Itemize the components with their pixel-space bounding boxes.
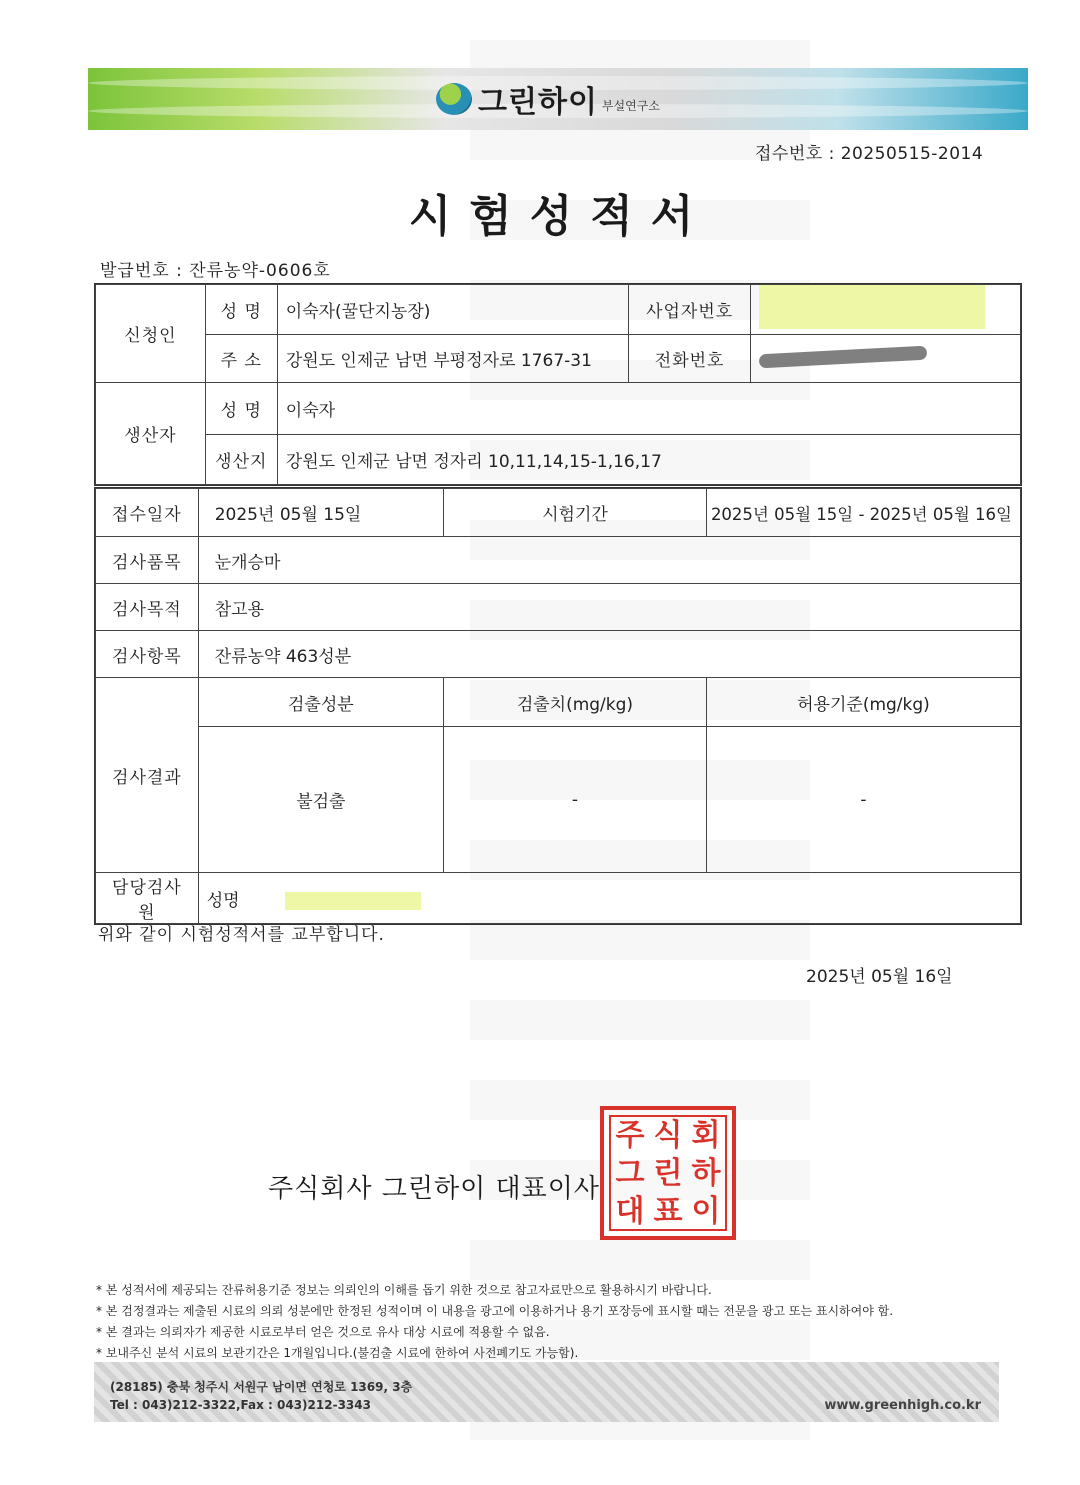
result-column-detected: 검출치(mg/kg) [443,678,706,727]
issue-label: 발급번호 : [100,261,183,281]
test-period-value: 2025년 05월 15일 - 2025년 05월 16일 [706,489,1020,537]
note-item: * 본 성적서에 제공되는 잔류허용기준 정보는 의뢰인의 이해를 돕기 위한 것으로 참고자료만으로 활용하시기 바랍니다. [96,1283,712,1297]
test-details-table [95,488,1021,924]
applicant-section-label: 신청인 [96,285,206,383]
seal-glyph: 린 [653,1156,683,1191]
producer-name-value: 이숙자 [277,383,1020,435]
footer-website: www.greenhigh.co.kr [824,1398,981,1413]
applicant-producer-table [95,284,1021,485]
inspector-value [198,873,1020,924]
seal-glyph: 표 [653,1194,683,1229]
seal-glyph: 식 [653,1118,683,1153]
test-item-label: 검사품목 [96,537,199,584]
seal-glyph: 대 [615,1194,645,1229]
test-purpose-value: 참고용 [198,584,1020,631]
logo-subtitle: 부설연구소 [601,98,660,113]
test-scope-label: 검사항목 [96,631,199,678]
test-result-label: 검사결과 [96,678,199,873]
note-item: * 본 검정결과는 제출된 시료의 의뢰 성분에만 한정된 성적이며 이 내용을 광고에 이용하거나 용기 포장등에 표시할 때는 전문을 광고 또는 표시하여야 함. [96,1304,894,1318]
result-column-component: 검출성분 [198,678,443,727]
receipt-label: 접수번호 : [755,144,835,164]
note-item: * 보내주신 분석 시료의 보관기간은 1개월입니다.(불검출 시료에 한하여 사전폐기도 가능함). [96,1346,579,1360]
seal-glyph: 이 [691,1194,721,1229]
redacted-highlight [285,892,421,910]
production-place-value: 강원도 인제군 남면 정자리 10,11,14,15-1,16,17 [277,435,1020,485]
issue-date: 2025년 05월 16일 [806,967,953,987]
phone-value [751,335,1021,383]
result-column-limit: 허용기준(mg/kg) [706,678,1020,727]
seal-glyph: 주 [615,1118,645,1153]
logo-emblem-icon [436,83,472,115]
footer-contact: Tel : 043)212-3322,Fax : 043)212-3343 [110,1398,371,1412]
seal-glyph: 그 [615,1156,645,1191]
receipt-date-value: 2025년 05월 15일 [198,489,443,537]
inspector-name-label: 성명 [206,890,240,911]
test-item-value: 눈개승마 [198,537,1020,584]
applicant-address-label: 주 소 [205,335,277,383]
receipt-value: 20250515-2014 [840,144,984,164]
business-number-label: 사업자번호 [629,285,751,335]
signature-line: 주식회사 그린하이 대표이사 [268,1174,600,1204]
company-logo [436,79,660,119]
document-title: 시험성적서 [408,191,712,242]
company-seal [600,1106,736,1240]
producer-name-label: 성 명 [205,383,277,435]
applicant-address-value: 강원도 인제군 남면 부평정자로 1767-31 [277,335,628,383]
seal-glyph: 하 [691,1156,721,1191]
test-purpose-label: 검사목적 [96,584,199,631]
redacted-scribble [759,345,928,368]
inspector-label: 담당검사원 [96,873,199,924]
issue-number [100,256,331,281]
redacted-highlight [759,285,985,329]
issue-value: 잔류농약-0606호 [189,261,331,281]
note-item: * 본 결과는 의뢰자가 제공한 시료로부터 얻은 것으로 유사 대상 시료에 적용할 수 없음. [96,1325,550,1339]
result-detected-value: - [443,727,706,873]
business-number-value [751,285,1021,335]
test-period-label: 시험기간 [443,489,706,537]
logo-company-name: 그린하이 [478,85,598,120]
result-limit-value: - [706,727,1020,873]
result-component-value: 불검출 [198,727,443,873]
footer-bar [94,1362,999,1422]
test-scope-value: 잔류농약 463성분 [198,631,1020,678]
applicant-name-label: 성 명 [205,285,277,335]
receipt-date-label: 접수일자 [96,489,199,537]
producer-section-label: 생산자 [96,383,206,485]
receipt-number [755,139,983,164]
notes-list [96,1280,893,1364]
footer-address: (28185) 충북 청주시 서원구 남이면 연청로 1369, 3층 [110,1380,413,1394]
production-place-label: 생산지 [205,435,277,485]
seal-glyph: 회 [691,1118,721,1153]
phone-label: 전화번호 [629,335,751,383]
applicant-name-value: 이숙자(꿀단지농장) [277,285,628,335]
issuance-statement: 위와 같이 시험성적서를 교부합니다. [98,925,385,945]
